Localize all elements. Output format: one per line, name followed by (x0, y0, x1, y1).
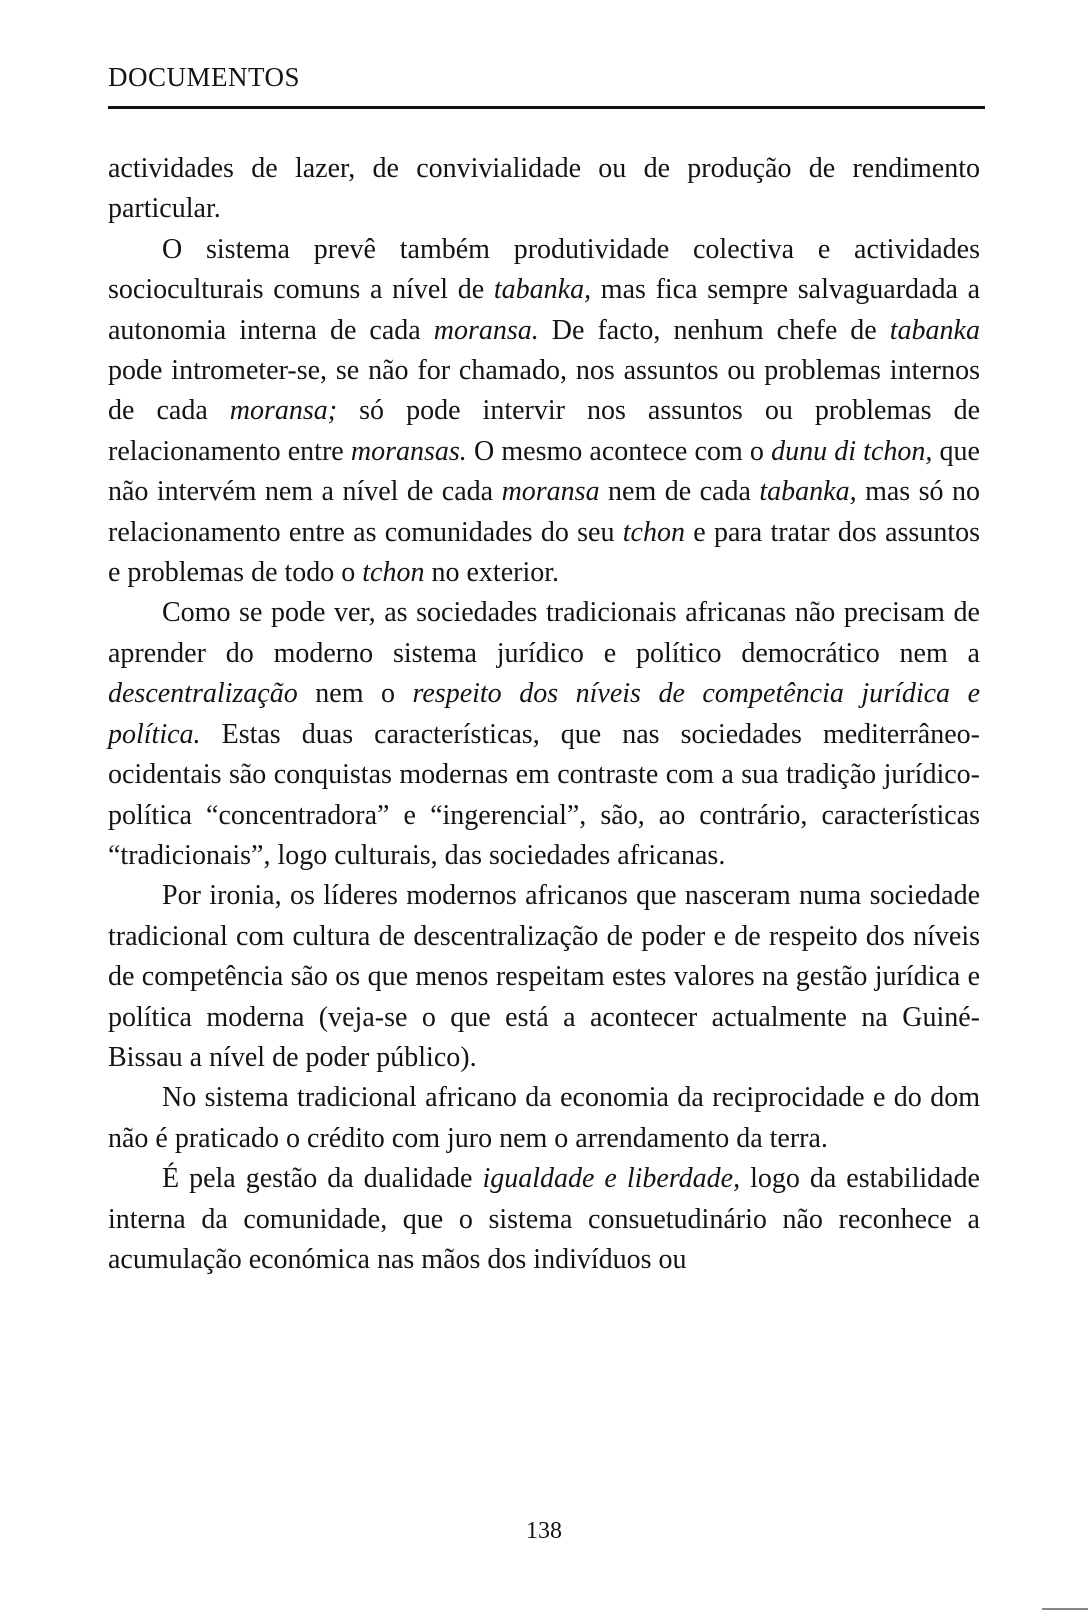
paragraph (108, 230, 980, 594)
paragraph (108, 1159, 980, 1280)
paragraph (108, 149, 980, 230)
italic-term: tabanka, (759, 476, 857, 508)
text-run: nem de cada (599, 476, 760, 508)
running-title: DOCUMENTOS (108, 62, 301, 92)
italic-term: tabanka, (493, 274, 592, 306)
text-run: no exterior. (424, 557, 560, 589)
text-run: No sistema tradicional africano da economia da reciprocidade e do dom não é praticado o crédito com juro nem o arrendamento da terra. (108, 1082, 980, 1154)
page-number: 138 (526, 1518, 562, 1544)
scan-edge-mark (1042, 1608, 1088, 1610)
italic-term: respeito dos níveis de competência jurídica e política. (108, 678, 980, 750)
text-run: mas só no relacionamento entre as comunidades do seu (108, 476, 980, 548)
text-run: É pela gestão da dualidade (162, 1163, 483, 1195)
italic-term: igualdade e liberdade, (482, 1163, 741, 1195)
paragraph (108, 593, 980, 876)
text-run: O mesmo acontece com o (466, 435, 772, 467)
body-text (108, 149, 980, 1280)
italic-term: tabanka (889, 314, 980, 346)
header-rule (108, 106, 985, 109)
text-run: pode intrometer-se, se não for chamado, nos assuntos ou problemas internos de cada (108, 355, 980, 427)
italic-term: tchon (362, 557, 425, 589)
text-run: só pode intervir nos assuntos ou problemas de relacionamento entre (108, 395, 980, 467)
text-run: nem o (297, 678, 413, 710)
italic-term: tchon (622, 516, 685, 548)
text-run: Como se pode ver, as sociedades tradicionais africanas não precisam de aprender do moderno sistema jurídico e político democrático nem a (108, 597, 980, 669)
document-page (108, 60, 980, 1280)
text-run: logo da estabilidade interna da comunidade, que o sistema consuetudinário não reconhece a acumulação económica nas mãos dos indivíduos ou (108, 1163, 980, 1275)
italic-term: dunu di tchon, (771, 435, 933, 467)
italic-term: moransa; (229, 395, 338, 427)
text-run: De facto, nenhum chefe de (538, 314, 890, 346)
text-run: e para tratar dos assuntos e problemas de todo o (108, 516, 980, 589)
text-run: O sistema prevê também produtividade colectiva e actividades socioculturais comuns a nível de (108, 233, 980, 306)
text-run: Estas duas características, que nas sociedades mediterrâneo-ocidentais são conquistas modernas em contraste com a sua tradição jurídico-política “concentradora” e “ingerencial”, são, ao contrário, características “tradicionais”, logo culturais, das sociedades africanas. (108, 718, 980, 871)
italic-term: descentralização (108, 678, 298, 710)
text-run: que não intervém nem a nível de cada (108, 435, 980, 508)
paragraph (108, 876, 980, 1078)
text-run: Por ironia, os líderes modernos africanos que nasceram numa sociedade tradicional com cultura de descentralização de poder e de respeito dos níveis de competência são os que menos respeitam estes valores na gestão jurídica e política moderna (veja-se o que está a acontecer actualmente na Guiné-Bissau a nível de poder público). (108, 880, 980, 1073)
paragraph (108, 1078, 980, 1159)
text-run: mas fica sempre salvaguardada a autonomia interna de cada (108, 274, 981, 346)
italic-term: moransa (501, 476, 600, 508)
text-run: actividades de lazer, de convivialidade ou de produção de rendimento particular. (108, 153, 980, 225)
italic-term: moransa. (433, 314, 539, 346)
italic-term: moransas. (350, 435, 467, 467)
